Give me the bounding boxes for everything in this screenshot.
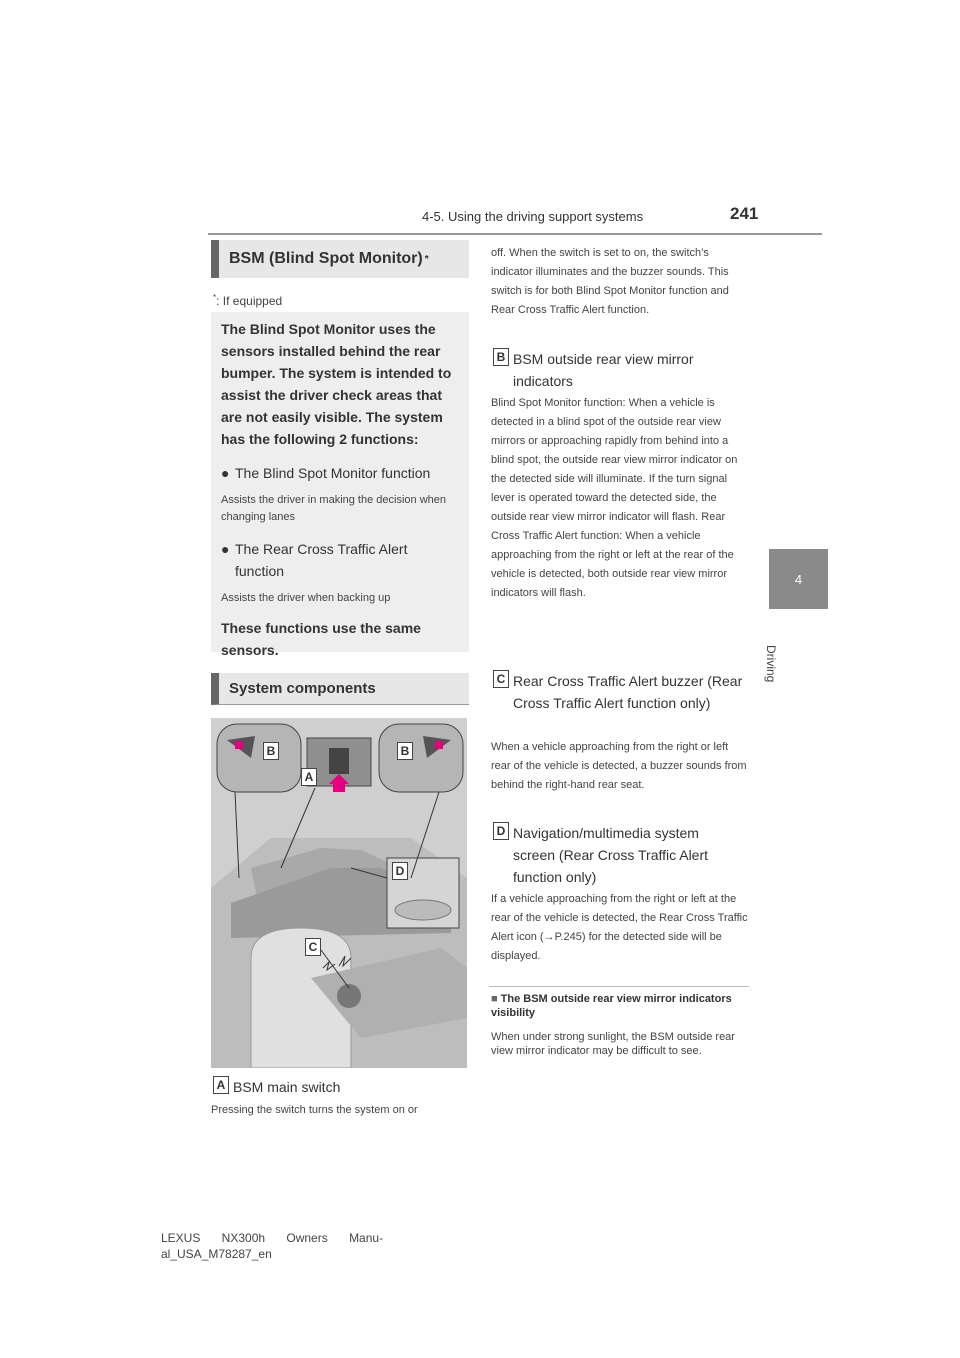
page-footer: [161, 1230, 383, 1262]
footer-line-2: al_USA_M78287_en: [161, 1247, 272, 1261]
item-a-heading: [213, 1076, 340, 1098]
summary-box: [211, 312, 469, 658]
item-b-body: Blind Spot Monitor function: When a vehicle is detected in a blind spot of the outside rear view mirrors or approaching rapidly from behind into a blind spot, the outside rear view mirror indicator on the detected side will illuminate. If the turn signal lever is operated toward the detected side, the outside rear view mirror indicator will flash. Rear Cross Traffic Alert function: When a vehicle approaching from the right or left at the rear of the vehicle is detected, both outside rear view mirror indicators will flash.: [491, 397, 738, 599]
system-components-illustration: [211, 718, 467, 1068]
equipped-footnote: [213, 293, 282, 308]
item-a-body-start: [211, 1101, 469, 1121]
footnote-marker: *: [213, 293, 217, 302]
callout-c: C: [305, 938, 321, 956]
note-heading: [491, 992, 749, 1020]
note-body: When under strong sunlight, the BSM outside rear view mirror indicator may be difficult to see.: [491, 1031, 735, 1057]
callout-b-left: B: [263, 742, 279, 760]
item-c-heading: [493, 670, 743, 714]
system-components-heading: System components: [211, 673, 469, 705]
summary-lead: The Blind Spot Monitor uses the sensors installed behind the rear bumper. The system is intended to assist the driver check areas that are not easily visible. The system has the following 2 functions:: [221, 321, 452, 447]
summary-tail: These functions use the same sensors.: [221, 620, 421, 658]
footer-line-1: LEXUS NX300h Owners Manu-: [161, 1231, 384, 1245]
note-title: The BSM outside rear view mirror indicators visibility: [491, 993, 732, 1019]
bullet-dot-icon: ●: [221, 541, 230, 557]
item-d-label: Navigation/multimedia system screen (Rear Cross Traffic Alert function only): [513, 825, 709, 885]
item-a-body: Pressing the switch turns the system on or: [211, 1104, 418, 1116]
item-a-label: BSM main switch: [233, 1079, 341, 1095]
item-c-label: Rear Cross Traffic Alert buzzer (Rear Cross Traffic Alert function only): [513, 673, 743, 711]
item-a-body-repeat: off. When the switch is set to on, the switch’s indicator illuminates and the buzzer sounds. This switch is for both Blind Spot Monitor function and Rear Cross Traffic Alert function.: [491, 247, 729, 316]
square-bullet-icon: ■: [491, 993, 498, 1005]
note-divider: [489, 986, 749, 987]
page-number: 241: [730, 204, 759, 223]
item-a-body-continued: [491, 244, 749, 340]
item-d-body: If a vehicle approaching from the right or left at the rear of the vehicle is detected, the Rear Cross Traffic Alert icon (→P.245) for the detected side will be displayed.: [491, 893, 748, 962]
bullet-dot-icon: ●: [221, 465, 230, 481]
illustration-svg: [211, 718, 467, 1068]
bullet-1-desc: Assists the driver in making the decision when changing lanes: [221, 494, 446, 523]
bsm-section-title: BSM (Blind Spot Monitor): [229, 250, 423, 267]
tag-a: A: [213, 1076, 229, 1094]
callout-b-right: B: [397, 742, 413, 760]
header-rule: [208, 233, 822, 235]
bsm-section-heading: [211, 240, 469, 278]
item-d-heading: [493, 822, 743, 888]
bullet-2-desc: Assists the driver when backing up: [221, 592, 391, 604]
item-a-body-overflow: [491, 244, 749, 320]
tag-b: B: [493, 348, 509, 366]
tag-d: D: [493, 822, 509, 840]
callout-d: D: [392, 862, 408, 880]
bsm-title-marker: *: [424, 253, 429, 265]
item-c-body: When a vehicle approaching from the right or left rear of the vehicle is detected, a buzzer sounds from behind the right-hand rear seat.: [491, 741, 747, 791]
tag-c: C: [493, 670, 509, 688]
running-header: 4-5. Using the driving support systems: [422, 209, 644, 224]
bullet-blind-spot-monitor: [221, 462, 459, 484]
footnote-text: : If equipped: [216, 294, 283, 308]
bullet-rear-cross-traffic: [221, 538, 459, 582]
item-b-label: BSM outside rear view mirror indicators: [513, 351, 694, 389]
bullet-2-text: The Rear Cross Traffic Alert function: [235, 541, 408, 579]
chapter-tab[interactable]: 4: [769, 549, 828, 609]
bullet-1-text: The Blind Spot Monitor function: [235, 465, 431, 481]
chapter-label: Driving: [764, 645, 778, 683]
item-b-heading: [493, 348, 743, 392]
callout-a: A: [301, 768, 317, 786]
